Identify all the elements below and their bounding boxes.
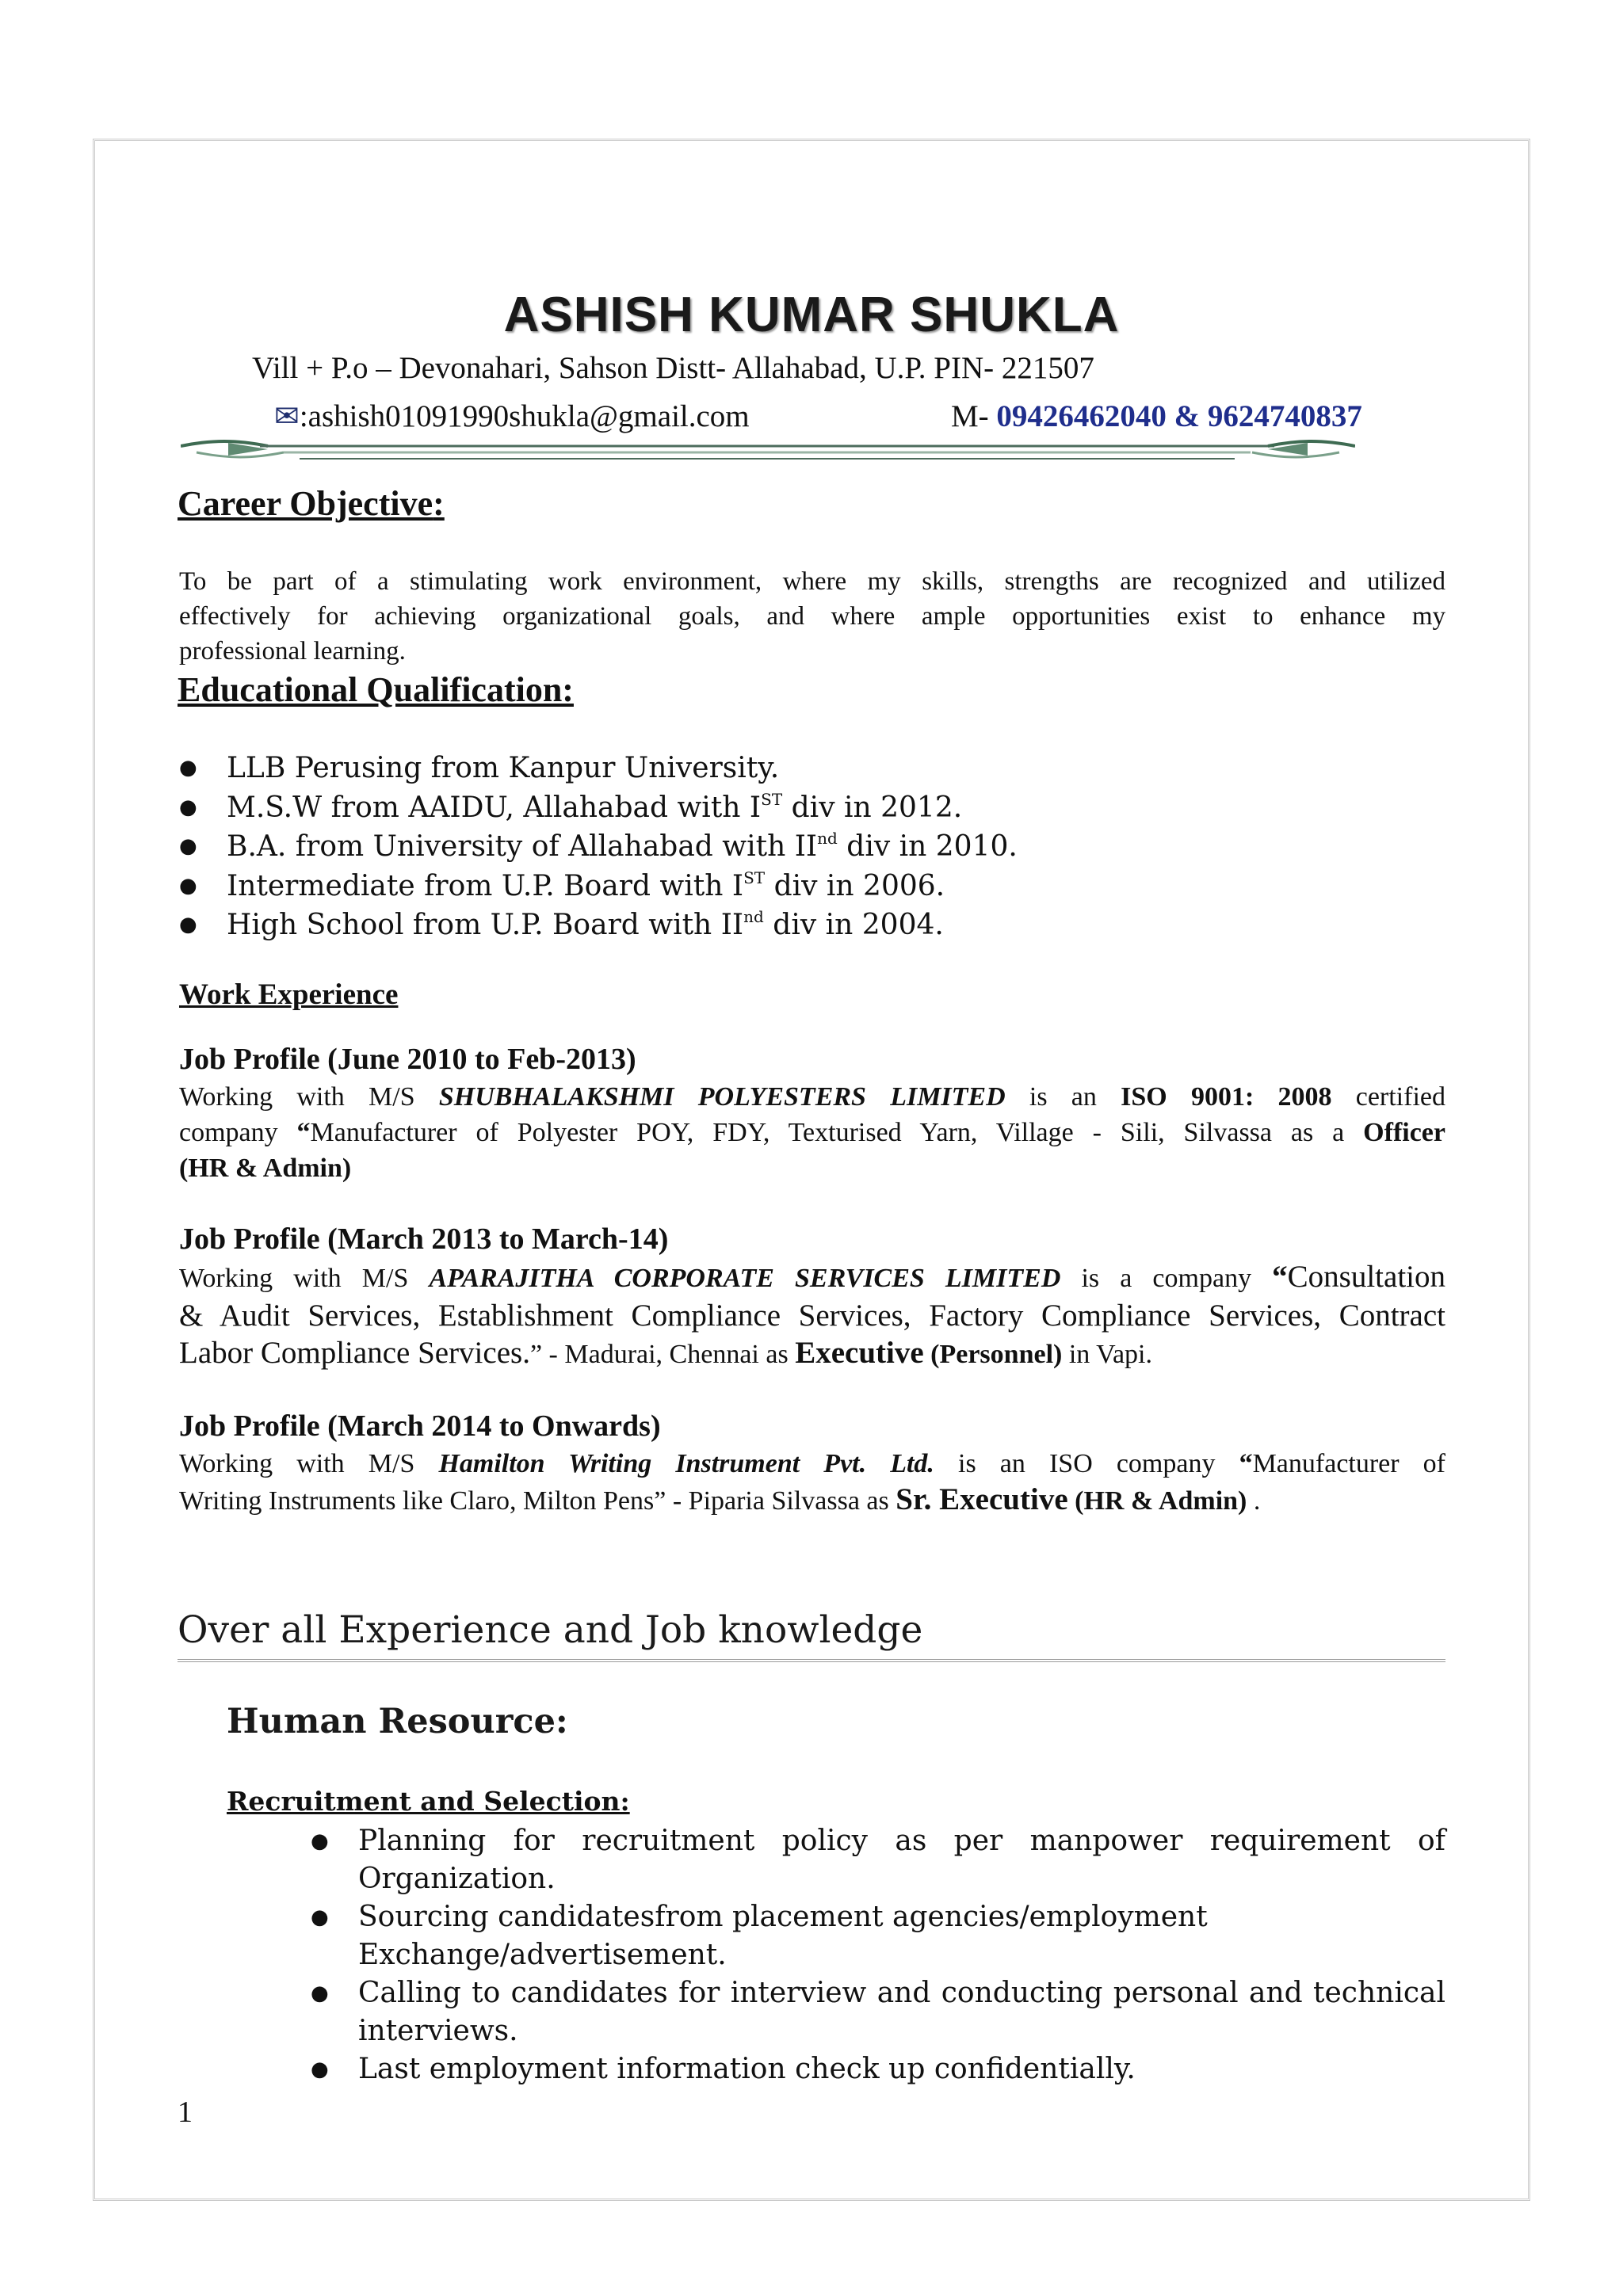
bullet-icon: ● (311, 1981, 329, 2005)
objective-line-1: To be part of a stimulating work environment, where my skills, strengths are recognized and utilized (179, 567, 1445, 596)
education-list (179, 749, 1018, 945)
page-number: 1 (178, 2096, 193, 2129)
objective-line-3: professional learning. (179, 637, 406, 666)
job-3-description: Working with M/S Hamilton Writing Instrument Pvt. Ltd. is an ISO company “Manufacturer of Writing Instruments like Claro, Milton Pens” - Piparia Silvassa as Sr. Executive (HR & Admin) . (179, 1449, 1446, 1516)
overall-experience-heading: Over all Experience and Job knowledge (178, 1608, 923, 1652)
education-heading: Educational Qualification: (178, 670, 574, 709)
job-3-title: Job Profile (March 2014 to Onwards) (179, 1409, 661, 1443)
human-resource-heading: Human Resource: (227, 1702, 568, 1741)
mobile-prefix: M- (951, 399, 989, 433)
career-objective-heading: Career Objective: (178, 484, 445, 523)
mobile-line (951, 399, 1362, 434)
bullet-icon: ● (179, 834, 197, 858)
bullet-icon: ● (179, 795, 197, 819)
objective-line-2: effectively for achieving organizational goals, and where ample opportunities exist to enhance my (179, 602, 1445, 631)
career-objective-text (179, 564, 1445, 669)
job-2-description: Working with M/S APARAJITHA CORPORATE SERVICES LIMITED is a company “Consultation & Audit Services, Establishment Compliance Services, Factory Compliance Services, Contract Labor Compliance Services.” - Madurai, Chennai as Executive (Personnel) in Vapi. (179, 1260, 1445, 1370)
address: Vill + P.o – Devonahari, Sahson Distt- Allahabad, U.P. PIN- 221507 (252, 351, 1094, 385)
bullet-icon: ● (311, 1905, 329, 1929)
email-line (274, 399, 750, 434)
bullet-icon: ● (311, 2058, 329, 2081)
work-experience-heading: Work Experience (179, 978, 399, 1011)
company-name: Hamilton Writing Instrument Pvt. Ltd. (438, 1449, 934, 1478)
company-name: APARAJITHA CORPORATE SERVICES LIMITED (429, 1264, 1061, 1293)
bullet-icon: ● (179, 756, 197, 780)
list-item: ● Sourcing candidatesfrom placement agencies/employment Exchange/advertisement. (311, 1898, 1445, 1974)
decorative-divider (181, 435, 1355, 475)
envelope-icon: ✉ (274, 399, 300, 433)
section-divider (178, 1659, 1445, 1662)
list-item: ● Last employment information check up confidentially. (311, 2050, 1445, 2088)
education-item: ● LLB Perusing from Kanpur University. (179, 749, 1018, 788)
bullet-icon: ● (179, 913, 197, 936)
recruitment-selection-heading: Recruitment and Selection: (227, 1786, 630, 1817)
job-2-title: Job Profile (March 2013 to March-14) (179, 1222, 669, 1256)
education-item: ● M.S.W from AAIDU, Allahabad with IST div in 2012. (179, 788, 1018, 828)
email-address[interactable]: :ashish01091990shukla@gmail.com (299, 399, 750, 433)
recruitment-list (311, 1822, 1445, 2088)
job-1-title: Job Profile (June 2010 to Feb-2013) (179, 1043, 636, 1076)
education-item: ● Intermediate from U.P. Board with IST div in 2006. (179, 867, 1018, 906)
bullet-icon: ● (179, 873, 197, 898)
list-item: ● Calling to candidates for interview and conducting personal and technical interviews. (311, 1974, 1445, 2050)
job-1-description: Working with M/S SHUBHALAKSHMI POLYESTERS LIMITED is an ISO 9001: 2008 certified company “Manufacturer of Polyester POY, FDY, Texturised Yarn, Village - Sili, Silvassa as a Officer (HR & Admin) (179, 1082, 1445, 1183)
company-name: SHUBHALAKSHMI POLYESTERS LIMITED (438, 1082, 1006, 1112)
education-item: ● High School from U.P. Board with IInd div in 2004. (179, 906, 1018, 945)
mobile-numbers: 09426462040 & 9624740837 (996, 399, 1362, 433)
candidate-name: ASHISH KUMAR SHUKLA (503, 288, 1120, 342)
bullet-icon: ● (311, 1829, 329, 1853)
education-item: ● B.A. from University of Allahabad with IInd div in 2010. (179, 827, 1018, 867)
list-item: ● Planning for recruitment policy as per manpower requirement of Organization. (311, 1822, 1445, 1898)
